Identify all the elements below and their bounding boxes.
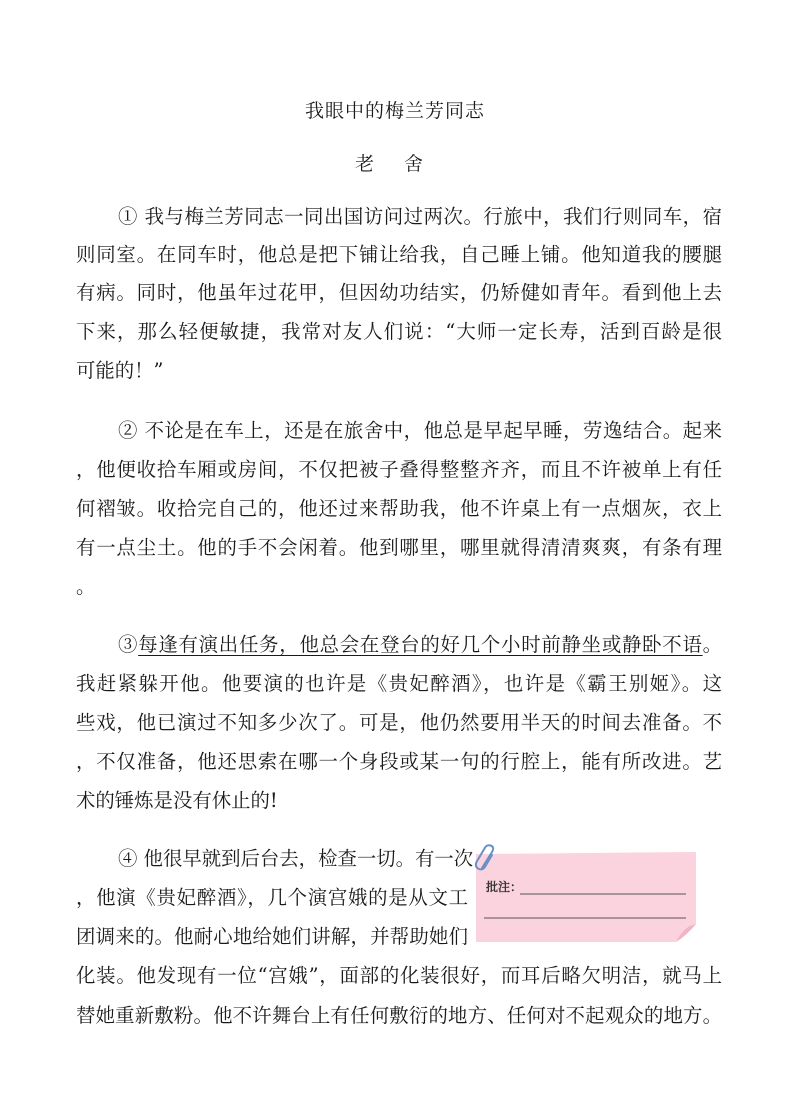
paragraph-3-line-2: 我赶紧躲开他。他要演的也许是《贵妃醉酒》，也许是《霸王别姬》。这 (76, 672, 722, 695)
paragraph-3-line-4: ，不仅准备，他还思索在哪一个身段或某一句的行腔上，能有所改进。艺 (76, 750, 722, 773)
paragraph-2-line-3: 何褶皱。收拾完自己的，他还过来帮助我，他不许桌上有一点烟灰，衣上 (76, 497, 722, 520)
annotation-card[interactable] (472, 848, 700, 944)
paragraph-2-line-2: ，他便收拾车厢或房间，不仅把被子叠得整整齐齐，而且不许被单上有任 (76, 458, 722, 481)
paragraph-3-period: 。 (702, 633, 723, 656)
paperclip-icon (474, 844, 500, 874)
paragraph-3-line-3: 些戏，他已演过不知多少次了。可是，他仍然要用半天的时间去准备。不 (76, 711, 722, 734)
paragraph-1-line-5: 可能的！” (76, 359, 164, 382)
paragraph-4-line-5: 替她重新敷粉。他不许舞台上有任何敷衍的地方、任何对不起观众的地方。 (76, 1004, 722, 1027)
paragraph-1-line-1: ① 我与梅兰芳同志一同出国访问过两次。行旅中，我们行则同车，宿 (118, 205, 722, 228)
underlined-sentence: 每逢有演出任务，他总会在登台的好几个小时前静坐或静卧不语 (138, 633, 703, 656)
paragraph-4-line-4: 化装。他发现有一位“宫娥”，面部的化装很好，而耳后略欠明洁，就马上 (76, 964, 722, 987)
annotation-label: 批注： (486, 880, 523, 894)
paragraph-3-line-1 (76, 631, 722, 659)
author-name: 老 舍 (354, 153, 436, 175)
paragraph-4-line-1: ④ 他很早就到后台去，检查一切。有一次 (118, 847, 474, 870)
paragraph-3-number: ③ (118, 633, 139, 656)
page-title: 我眼中的梅兰芳同志 (304, 100, 485, 122)
paragraph-3-line-5: 术的锤炼是没有休止的! (76, 789, 278, 812)
note-card-background (472, 848, 700, 944)
paragraph-1-line-3: 有病。同时，他虽年过花甲，但因幼功结实，仍矫健如青年。看到他上去 (76, 281, 722, 304)
paragraph-2-line-1: ② 不论是在车上，还是在旅舍中，他总是早起早睡，劳逸结合。起来 (118, 419, 722, 442)
paragraph-4-line-2: ，他演《贵妃醉酒》，几个演宫娥的是从文工 (76, 886, 468, 909)
paragraph-2-line-5: 。 (76, 575, 96, 598)
paragraph-1-line-2: 则同室。在同车时，他总是把下铺让给我，自己睡上铺。他知道我的腰腿 (76, 243, 722, 266)
paragraph-4-line-3: 团调来的。他耐心地给她们讲解，并帮助她们 (76, 925, 468, 948)
paragraph-1-line-4: 下来，那么轻便敏捷，我常对友人们说：“大师一定长寿，活到百龄是很 (76, 320, 722, 343)
paragraph-2-line-4: 有一点尘土。他的手不会闲着。他到哪里，哪里就得清清爽爽，有条有理 (76, 536, 722, 559)
